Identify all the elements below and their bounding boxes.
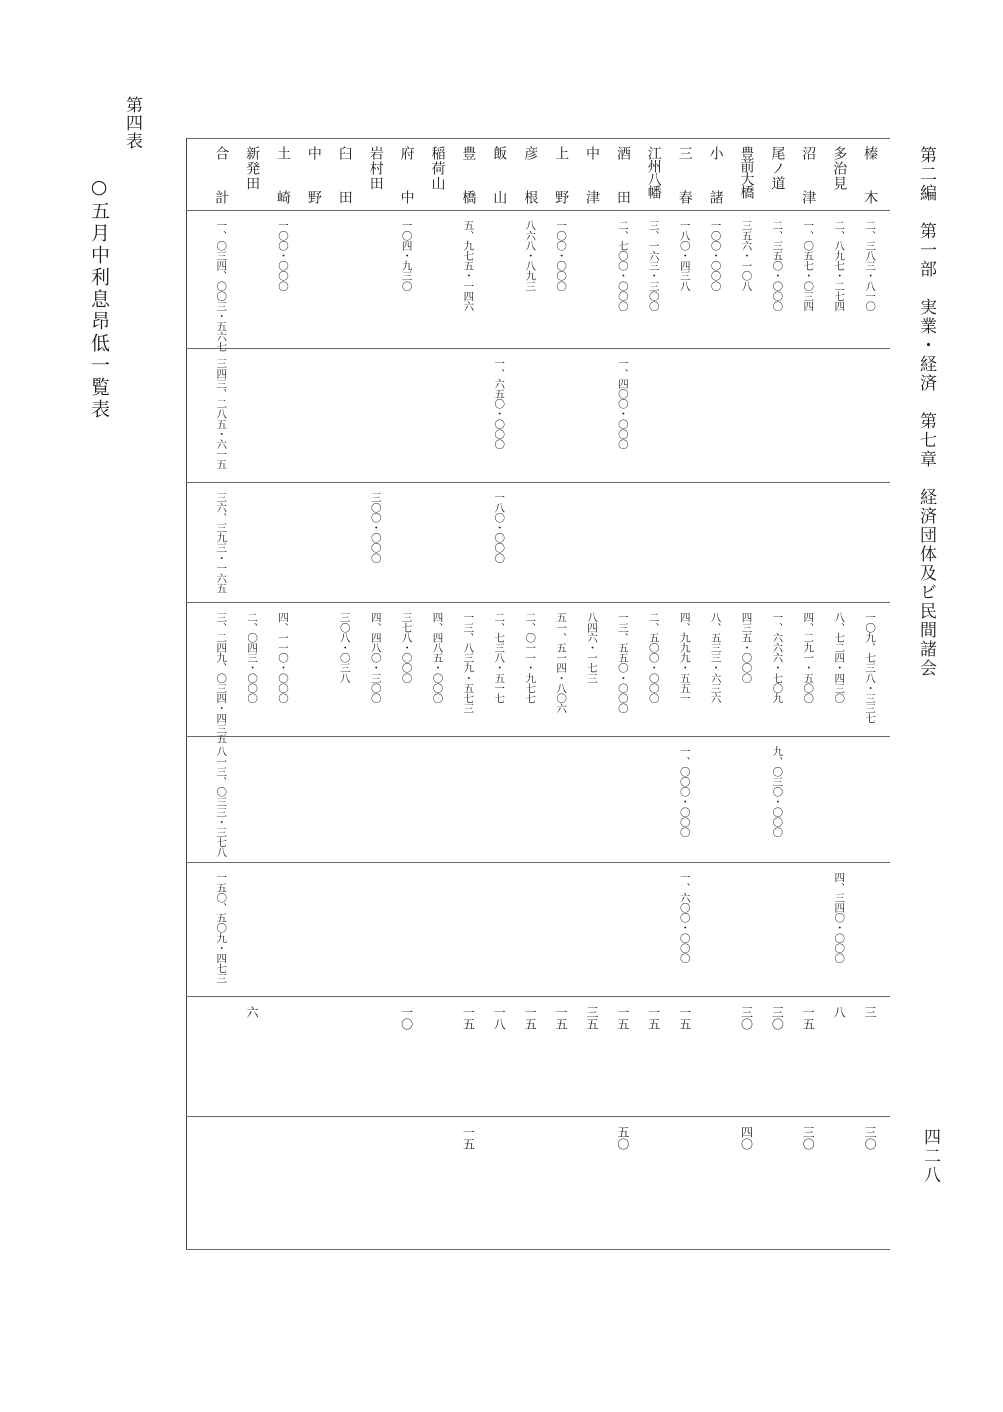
table-cell: 四、二九一・五〇〇 [802, 612, 815, 703]
table-cell: 八四六・一七三 [586, 612, 598, 683]
row-header-label: 上野 [553, 146, 570, 234]
table-cell: 一、〇三四、〇〇三・五六七 [215, 220, 228, 352]
row-header-label: 江州八幡 [645, 146, 662, 198]
table-cell: 五〇 [615, 1126, 630, 1150]
table-cell: 二、三八三・八一〇 [864, 220, 877, 311]
table-title: ○五月中利息昂低一覧表 [88, 176, 110, 421]
table-cell: 四、三四〇・〇〇〇 [833, 872, 846, 963]
table-cell: 一〇四・九三〇 [400, 220, 413, 291]
row-header-label: 豊前大橋 [738, 146, 755, 198]
row-header-label: 沼津 [800, 146, 817, 234]
table-cell: 三〇〇・〇〇〇 [369, 492, 382, 563]
table-cell: 四三五・〇〇〇 [740, 612, 753, 683]
table-cell: 三〇 [770, 1006, 785, 1030]
table-cell: 三五六・一〇八 [740, 220, 753, 291]
table-cell: 八一三、〇三三・三七八 [215, 746, 228, 858]
row-header-label: 彦根 [522, 146, 539, 234]
table-cell: 三〇 [739, 1006, 754, 1030]
table-cell: 三五 [585, 1006, 599, 1030]
table-cell: 五、九七五・一四六 [462, 220, 475, 311]
table-cell: 三〇 [863, 1126, 878, 1150]
table-number: 第四表 [122, 96, 142, 150]
row-header-label: 土崎 [275, 146, 291, 234]
row-header [206, 146, 236, 234]
table-cell: 四、四八五・〇〇〇 [431, 612, 444, 703]
section-rule [186, 736, 890, 737]
row-header [577, 146, 607, 234]
row-header-label: 酒田 [614, 146, 631, 234]
table-cell: 一〇 [399, 1006, 414, 1030]
row-header-label: 尾ノ道 [769, 146, 786, 191]
row-header-label: 臼田 [336, 146, 353, 234]
row-header [392, 146, 422, 234]
row-header [484, 146, 514, 234]
table-left-rule [186, 138, 187, 1250]
row-header [361, 146, 391, 210]
table-cell: 四、一一〇・〇〇〇 [277, 612, 289, 703]
table-cell: 四、四八〇・三〇〇 [369, 612, 382, 703]
interest-rate-table [186, 138, 890, 1250]
table-cell: 一五 [801, 1006, 816, 1030]
row-header [546, 146, 576, 234]
row-header [855, 146, 885, 234]
row-header [515, 146, 545, 234]
row-header-label: 榛木 [862, 146, 879, 234]
table-cell: 二、〇一一・九七七 [524, 612, 537, 703]
table-cell: 六 [245, 1006, 260, 1018]
table-cell: 一〇〇・〇〇〇 [709, 220, 722, 291]
row-header-label: 稲荷山 [429, 146, 446, 191]
row-header-label: 岩村田 [367, 146, 384, 191]
table-cell: 一五〇、五〇九・四七三 [215, 872, 228, 984]
row-header [732, 146, 762, 210]
table-cell: 一八 [492, 1006, 507, 1030]
section-rule [186, 348, 890, 349]
table-cell: 三、一六三・三〇〇 [647, 220, 660, 311]
row-header-label: 府中 [398, 146, 415, 234]
row-header [423, 146, 453, 210]
table-cell: 一、四〇〇・〇〇〇 [616, 358, 629, 449]
row-header [824, 146, 854, 210]
table-cell: 二、七三八・五一七 [493, 612, 506, 703]
table-cell: 一、六六六・七〇九 [771, 612, 784, 703]
table-cell: 一三、八三九・五七三 [462, 612, 475, 714]
table-cell: 一五 [523, 1006, 538, 1030]
table-cell: 一五 [461, 1126, 476, 1150]
table-cell: 一〇〇・〇〇〇 [277, 220, 289, 291]
table-cell: 一、六五〇・〇〇〇 [493, 358, 506, 449]
table-bottom-rule [186, 1249, 890, 1250]
table-cell: 一五 [554, 1006, 569, 1030]
row-header [268, 146, 298, 234]
table-top-rule [186, 138, 890, 139]
row-header [701, 146, 731, 234]
table-cell: 三〇 [801, 1126, 816, 1150]
row-header [670, 146, 700, 234]
table-cell: 二、〇四三・〇〇〇 [246, 612, 259, 703]
section-rule [186, 1116, 890, 1117]
table-cell: 一五 [461, 1006, 476, 1030]
table-cell: 八六八・八九三 [524, 220, 537, 291]
row-header-label: 新発田 [244, 146, 261, 191]
row-header [608, 146, 638, 234]
table-cell: 三 [863, 1006, 878, 1018]
table-cell: 一八〇・四三八 [678, 220, 691, 291]
row-header-label: 中津 [584, 146, 600, 234]
row-header-label: 豊橋 [460, 146, 477, 234]
table-cell: 一五 [615, 1006, 630, 1030]
row-header [453, 146, 483, 234]
table-cell: 一五 [646, 1006, 661, 1030]
section-rule [186, 996, 890, 997]
table-cell: 一、〇〇〇・〇〇〇 [678, 746, 691, 837]
row-header [330, 146, 360, 234]
table-cell: 三、二四九、〇三四・四三五 [215, 612, 228, 744]
row-header [762, 146, 792, 210]
table-cell: 二、七〇〇・〇〇〇 [616, 220, 629, 311]
table-cell: 一〇九、七三八・三三七 [864, 612, 877, 724]
table-cell: 八、七二四・四三〇 [833, 612, 846, 703]
table-cell: 二、三五〇・〇〇〇 [771, 220, 784, 311]
row-header-label: 小諸 [707, 146, 724, 234]
table-cell: 九、〇三〇・〇〇〇 [771, 746, 784, 837]
table-cell: 三六、三九三・一六五 [215, 492, 228, 594]
row-header-label: 三春 [676, 146, 693, 234]
row-header [793, 146, 823, 234]
table-cell: 二、五〇〇・〇〇〇 [647, 612, 660, 703]
section-rule [186, 862, 890, 863]
row-header-label: 合計 [213, 146, 230, 234]
table-cell: 三〇八・〇三八 [338, 612, 351, 683]
row-header-label: 中野 [305, 146, 322, 234]
table-cell: 一、〇五七・〇三四 [802, 220, 815, 311]
table-cell: 四、九九九・五五一 [678, 612, 691, 703]
row-header-label: 飯山 [491, 146, 508, 234]
row-header-label: 多治見 [831, 146, 848, 191]
table-cell: 一〇〇・〇〇〇 [555, 220, 568, 291]
table-cell: 八 [832, 1006, 847, 1018]
table-cell: 四〇 [739, 1126, 754, 1150]
table-cell: 二、八九七・二七四 [833, 220, 846, 311]
table-cell: 一五 [677, 1006, 692, 1030]
table-cell: 三七八・〇〇〇 [400, 612, 413, 683]
section-rule [186, 482, 890, 483]
page-number: 四二八 [920, 1128, 940, 1185]
section-rule [186, 602, 890, 603]
row-header [299, 146, 329, 234]
table-cell: 一八〇・〇〇〇 [493, 492, 506, 563]
table-cell: 八、五三三・六三六 [709, 612, 722, 703]
table-cell: 一三、五五〇・〇〇〇 [616, 612, 629, 714]
table-cell: 三四三、二八五・六一五 [215, 358, 228, 470]
row-header [639, 146, 669, 210]
table-cell: 五一、五一四・八〇六 [555, 612, 568, 714]
running-header: 第二編 第一部 実業・経済 第七章 経済団体及ビ民間諸会 [916, 146, 936, 678]
row-header [237, 146, 267, 210]
table-cell: 一、六〇〇・〇〇〇 [678, 872, 691, 963]
